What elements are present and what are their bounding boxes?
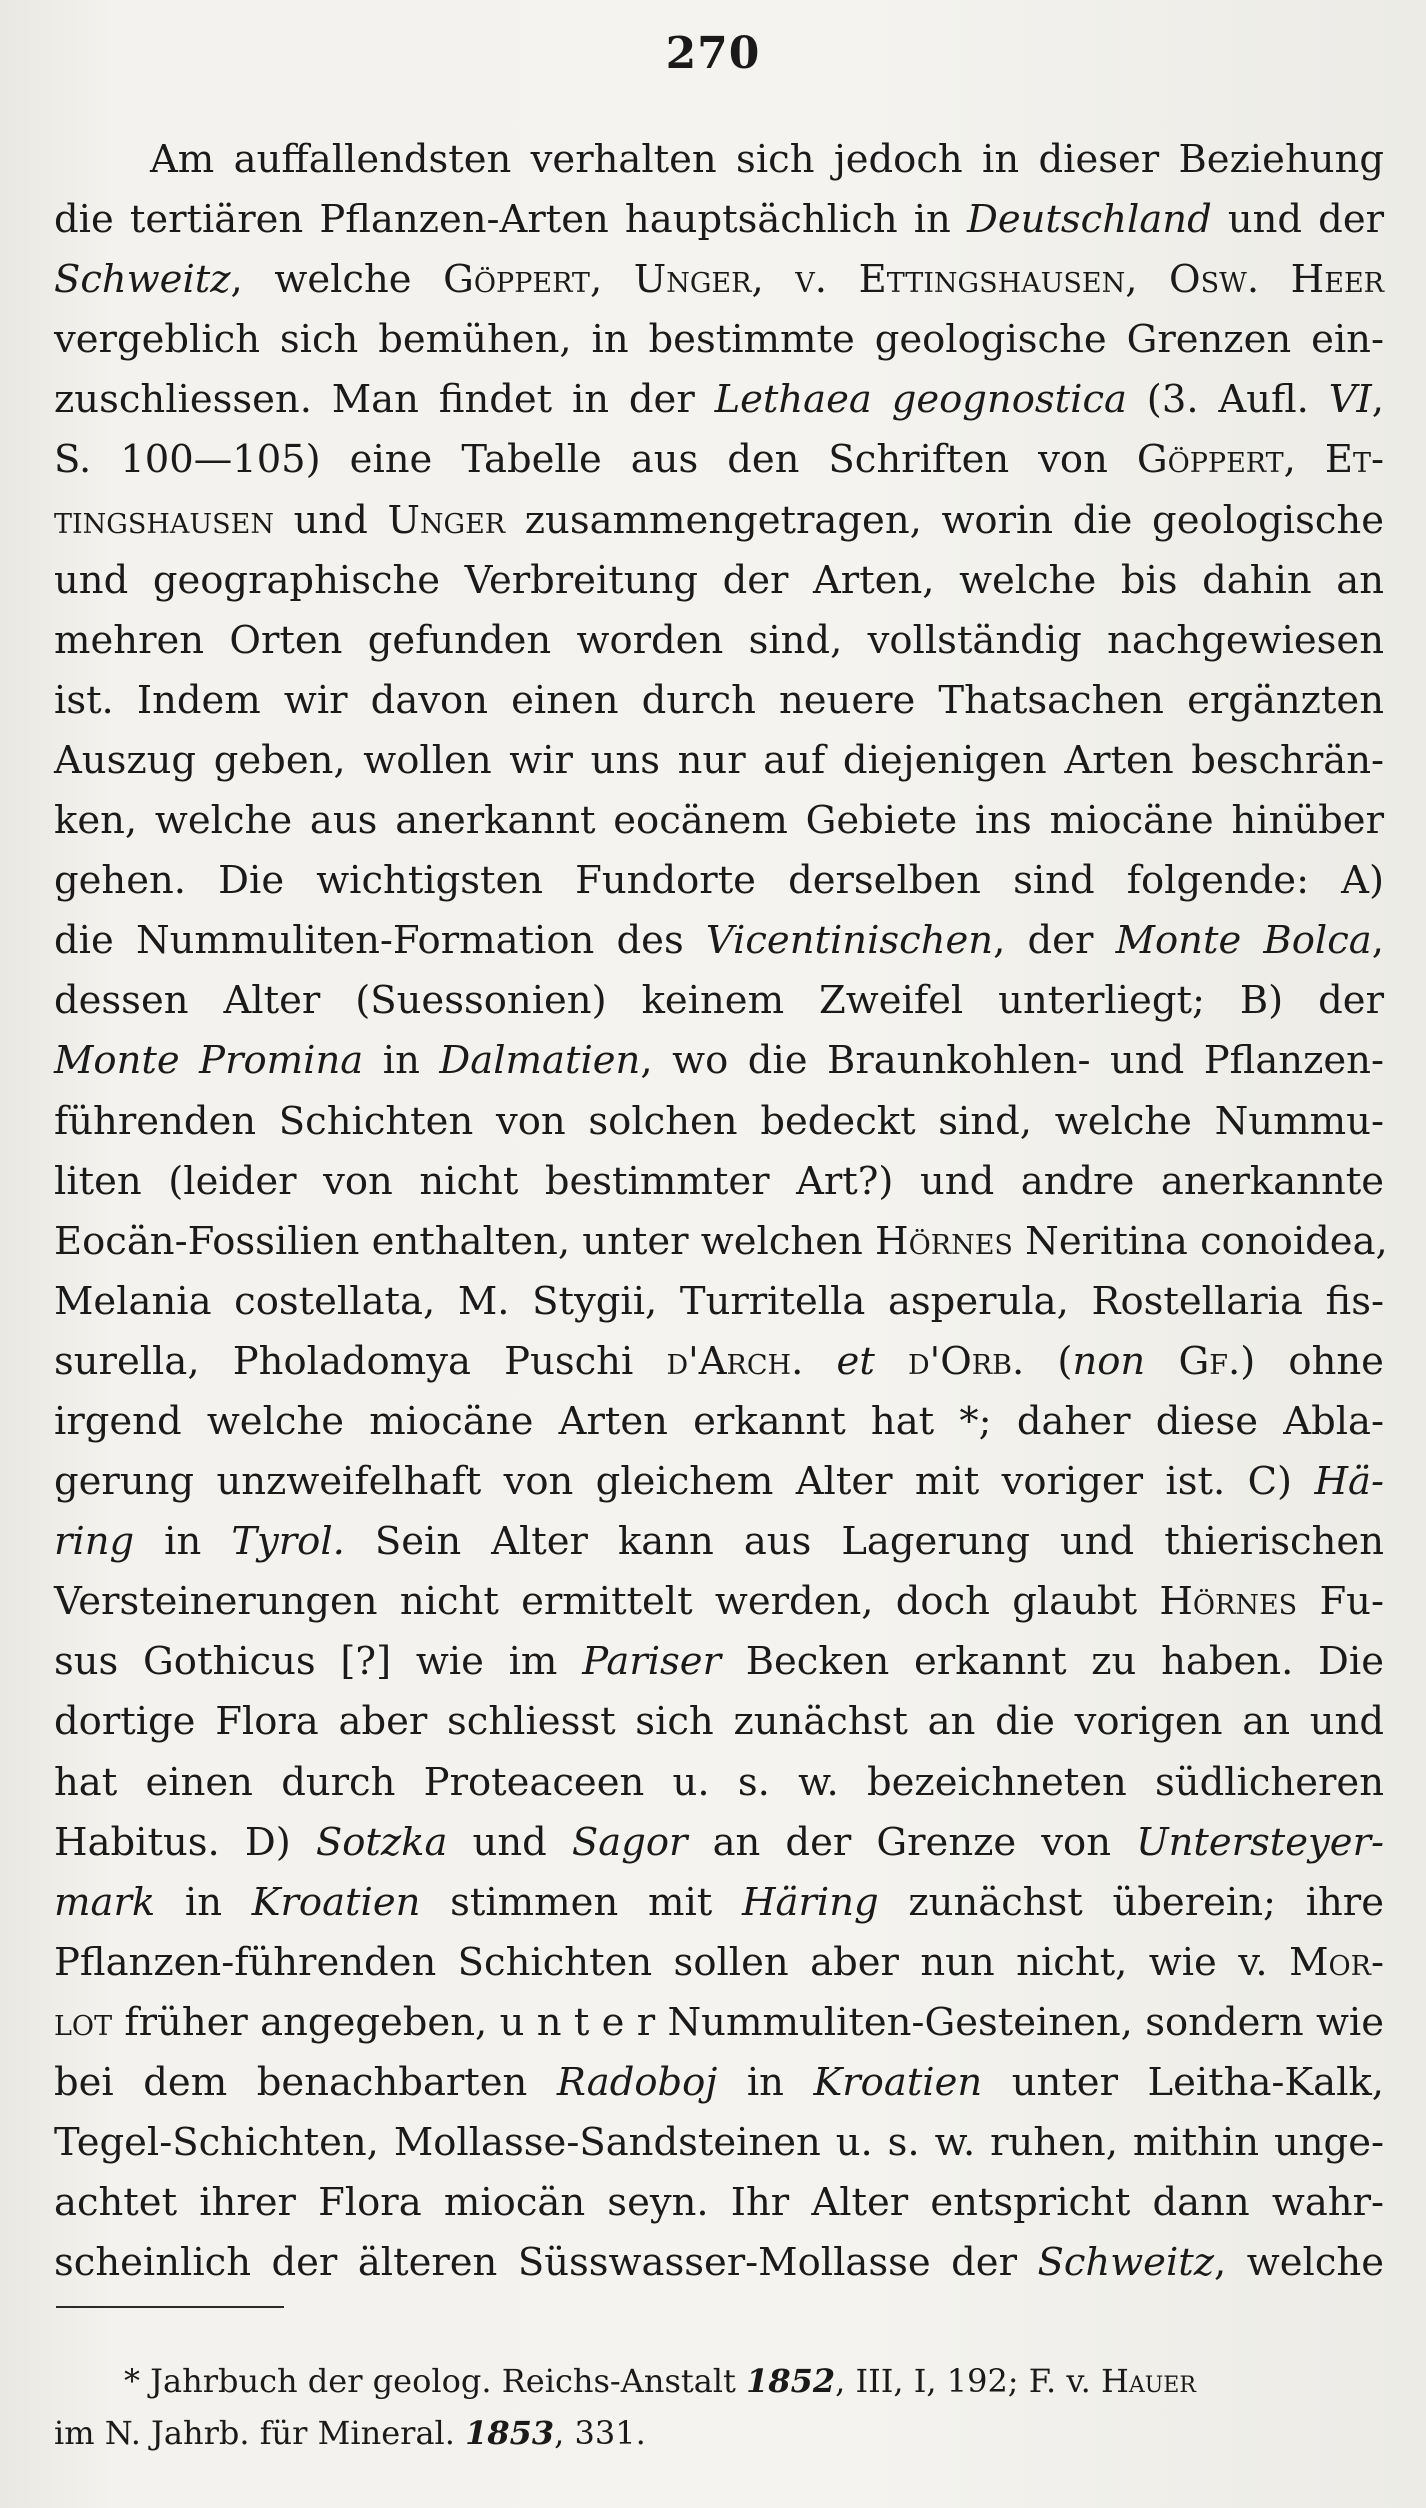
text-run: und [447, 1819, 572, 1865]
text-line [54, 1572, 1384, 1632]
text-line [54, 1392, 1384, 1452]
text-line [54, 1272, 1384, 1332]
text-run: * Jahrbuch der geolog. Reichs-Anstalt [124, 2362, 747, 2400]
text-line [54, 491, 1384, 551]
text-run: dessen Alter (Suessonien) keinem Zweifel unterliegt; B) der [54, 978, 1384, 1024]
text-run: , wo die Braunkohlen- und Pflanzen- [640, 1038, 1384, 1084]
text-line [54, 2053, 1384, 2113]
text-run: achtet ihrer Flora miocän seyn. Ihr Alter entspricht dann wahr- [54, 2180, 1384, 2226]
text-run: gerung unzweifelhaft von gleichem Alter mit voriger ist. C) [54, 1459, 1315, 1505]
text-run [875, 1339, 908, 1384]
text-run: Untersteyer- [1136, 1819, 1384, 1865]
text-run: ring [54, 1519, 135, 1565]
text-run [803, 1339, 836, 1384]
text-run: im N. Jahrb. für Mineral. [54, 2414, 466, 2452]
text-run: mehren Orten gefunden worden sind, vollständig nachgewiesen [54, 617, 1384, 663]
text-run: irgend welche miocäne Arten erkannt hat *; daher diese Abla- [54, 1398, 1384, 1444]
text-run: (3. Aufl. [1126, 377, 1329, 423]
text-run: Eocän-Fossilien enthalten, unter welchen [54, 1218, 876, 1264]
footnote-line [54, 2407, 1384, 2459]
text-run: Sein Alter kann aus Lagerung und thierischen [344, 1519, 1384, 1565]
text-run: , [589, 257, 634, 303]
text-run: , welche [1214, 2240, 1384, 2286]
text-run: die tertiären Pflanzen-Arten hauptsächlich in [54, 197, 967, 243]
text-run: d'Arch. [666, 1338, 804, 1384]
text-run: Hörnes [1159, 1579, 1298, 1625]
text-run: ist. Indem wir davon einen durch neuere Thatsachen ergänzten [54, 677, 1384, 723]
text-run: , 331. [554, 2414, 646, 2452]
text-line [54, 130, 1384, 190]
text-run: Melania costellata, M. Stygii, Turritella asperula, Rostellaria fis- [54, 1278, 1384, 1324]
text-run: liten (leider von nicht bestimmter Art?) und andre anerkannte [54, 1158, 1384, 1204]
text-run: Monte Bolca [1115, 918, 1372, 964]
footnote-line [54, 2355, 1384, 2407]
text-run: gehen. Die wichtigsten Fundorte derselben sind folgende: A) [54, 858, 1384, 904]
text-run: Hä- [1314, 1459, 1384, 1505]
text-line [54, 731, 1384, 791]
text-run [1145, 1339, 1178, 1384]
text-run: Monte Promina [54, 1038, 364, 1084]
text-run: Dalmatien [439, 1038, 641, 1084]
text-run: Mor- [1289, 1939, 1384, 1985]
text-run: Kroatien [251, 1879, 421, 1925]
text-line [54, 1031, 1384, 1091]
text-line [54, 911, 1384, 971]
text-run: , [1371, 918, 1384, 964]
text-run: ) ohne [1240, 1338, 1384, 1384]
text-line [54, 1753, 1384, 1813]
text-run: , [751, 257, 796, 303]
text-run: zunächst überein; ihre [878, 1879, 1384, 1925]
text-line [54, 851, 1384, 911]
text-run: früher angegeben, u n t e r Nummuliten-Gesteinen, sondern wie [112, 1999, 1384, 2045]
text-line [54, 310, 1384, 370]
text-run: und der [1211, 197, 1385, 243]
text-run: Gf. [1178, 1338, 1241, 1384]
text-run: , III, I, 192; F. v. [835, 2362, 1101, 2400]
text-run: , [1125, 257, 1170, 303]
text-run: Kroatien [813, 2060, 983, 2105]
text-run: in [717, 2060, 814, 2105]
text-run: dortige Flora aber schliesst sich zunächst an die vorigen an und [54, 1699, 1384, 1745]
text-line [54, 1632, 1384, 1692]
text-run: , [1283, 437, 1325, 483]
text-line [54, 430, 1384, 490]
text-line [54, 2173, 1384, 2233]
text-run: stimmen mit [420, 1879, 742, 1925]
text-run: d'Orb. [908, 1338, 1025, 1384]
text-line [54, 1873, 1384, 1933]
text-run: , der [993, 918, 1116, 964]
text-run: Göppert [1136, 437, 1284, 483]
text-run: die Nummuliten-Formation des [54, 918, 706, 964]
text-run: mark [54, 1879, 156, 1925]
text-line [54, 1152, 1384, 1212]
text-run: Unger [387, 497, 506, 543]
text-run: Neritina conoidea, [1012, 1218, 1388, 1264]
text-line [54, 791, 1384, 851]
text-run: Osw. Heer [1169, 257, 1384, 303]
page-number: 270 [665, 28, 761, 79]
text-line [54, 1933, 1384, 1993]
text-run: Unger [633, 257, 752, 303]
text-run: Tyrol. [231, 1519, 345, 1565]
text-run: Sotzka [315, 1819, 448, 1865]
text-line [54, 2233, 1384, 2293]
text-run: Schweitz [54, 257, 231, 303]
text-run: Deutschland [966, 197, 1212, 243]
text-run: et [836, 1338, 875, 1384]
text-run: Vicentinischen [705, 918, 994, 964]
text-line [54, 671, 1384, 731]
text-line [54, 1212, 1388, 1272]
footnotes [54, 2355, 1384, 2459]
text-line [54, 250, 1384, 310]
text-run: lot [54, 1999, 113, 2045]
text-run: VI [1328, 377, 1372, 423]
text-run: in [363, 1038, 440, 1084]
text-run: Tegel-Schichten, Mollasse-Sandsteinen u. s. w. ruhen, mithin unge- [54, 2120, 1384, 2166]
text-line [54, 1092, 1384, 1152]
text-run: Versteinerungen nicht ermittelt werden, doch glaubt [54, 1579, 1160, 1625]
text-run: Pariser [582, 1639, 721, 1685]
text-run: Hauer [1100, 2362, 1196, 2400]
text-run: und [274, 497, 388, 543]
text-run: , welche [230, 257, 444, 303]
text-run: Radoboj [556, 2060, 718, 2105]
text-run: tingshausen [54, 497, 274, 543]
text-run: 1853 [465, 2414, 555, 2452]
body-text [54, 130, 1388, 2293]
text-run: Habitus. D) [54, 1819, 316, 1865]
text-run: unter Leitha-Kalk, [982, 2060, 1385, 2105]
text-run: Schweitz [1037, 2240, 1215, 2286]
text-run: Becken erkannt zu haben. Die [720, 1639, 1385, 1685]
text-run: Pflanzen-führenden Schichten sollen aber nun nicht, wie v. [54, 1939, 1290, 1985]
text-run: bei dem benachbarten [54, 2060, 557, 2105]
text-run: und geographische Verbreitung der Arten, welche bis dahin an [54, 557, 1384, 603]
text-run: in [134, 1519, 232, 1565]
text-run: Et- [1324, 437, 1384, 483]
text-line [54, 551, 1384, 611]
text-line [54, 1332, 1384, 1392]
text-run: ( [1024, 1338, 1073, 1384]
text-line [54, 971, 1384, 1031]
text-line [54, 2113, 1384, 2173]
text-run: surella, Pholadomya Puschi [54, 1338, 667, 1384]
text-line [54, 370, 1384, 430]
footnote-divider [56, 2306, 284, 2308]
text-run: Auszug geben, wollen wir uns nur auf diejenigen Arten beschrän- [54, 737, 1384, 783]
text-run: in [155, 1879, 252, 1925]
text-run: zuschliessen. Man findet in der [54, 377, 715, 423]
text-run: Fu- [1297, 1579, 1384, 1625]
text-line [54, 1512, 1384, 1572]
text-run: non [1072, 1338, 1146, 1384]
text-line [54, 1993, 1384, 2053]
text-run: an der Grenze von [687, 1819, 1137, 1865]
text-run: führenden Schichten von solchen bedeckt sind, welche Nummu- [54, 1098, 1384, 1144]
text-line [54, 611, 1384, 671]
text-line [54, 1452, 1384, 1512]
text-line [54, 1813, 1384, 1873]
text-run: Hörnes [875, 1218, 1013, 1264]
text-run: S. 100—105) eine Tabelle aus den Schriften von [54, 437, 1137, 483]
text-run: Lethaea geognostica [714, 377, 1127, 423]
text-run: Göppert [443, 257, 590, 303]
text-run: vergeblich sich bemühen, in bestimmte geologische Grenzen ein- [54, 317, 1384, 363]
text-run: v. Ettingshausen [795, 257, 1126, 303]
text-run: sus Gothicus [?] wie im [54, 1639, 583, 1685]
text-run: ken, welche aus anerkannt eocänem Gebiete ins miocäne hinüber [54, 798, 1384, 844]
text-run: Häring [741, 1879, 879, 1925]
text-line [54, 190, 1384, 250]
text-run: 1852 [746, 2362, 836, 2400]
text-run: , [1371, 377, 1384, 423]
text-run: zusammengetragen, worin die geologische [505, 497, 1385, 543]
text-run: scheinlich der älteren Süsswasser-Mollasse der [54, 2240, 1038, 2286]
text-run: hat einen durch Proteaceen u. s. w. bezeichneten südlicheren [54, 1759, 1384, 1805]
text-line [54, 1692, 1384, 1752]
text-run: Sagor [571, 1819, 688, 1865]
text-run: Am auffallendsten verhalten sich jedoch in dieser Beziehung [150, 137, 1384, 182]
